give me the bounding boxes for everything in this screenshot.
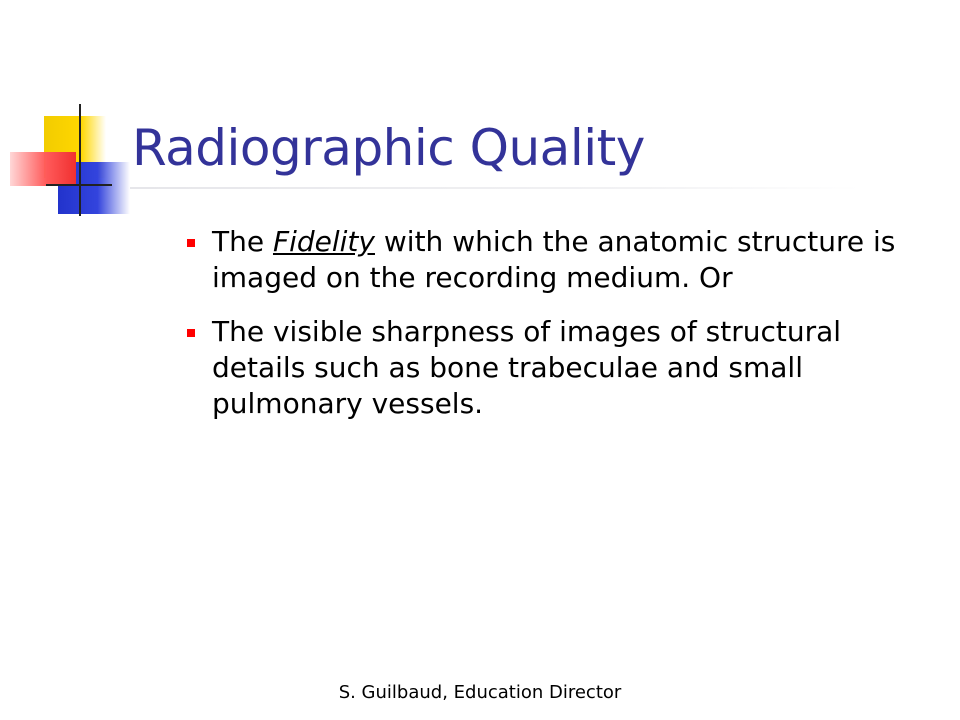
horizontal-rule [46,184,112,186]
bullet-marker-icon [187,239,195,247]
bullet-item-2 [187,314,927,422]
bullet-1-emphasis: Fidelity [272,225,375,258]
vertical-rule [79,104,81,216]
slide-title: Radiographic Quality [132,119,645,177]
footer-text: S. Guilbaud, Education Director [338,682,622,703]
bullet-1-text-before: The [212,225,273,258]
bullet-1-text-after: with which the anatomic structure is imaged on the recording medium. Or [212,225,896,294]
bullet-list [187,224,927,440]
bullet-2-text: The visible sharpness of images of structural details such as bone trabeculae and small pulmonary vessels. [212,315,842,420]
bullet-item-1 [187,224,927,296]
title-divider [130,187,860,189]
bullet-marker-icon [187,329,195,337]
red-square [10,152,76,186]
decorative-logo [0,0,140,230]
